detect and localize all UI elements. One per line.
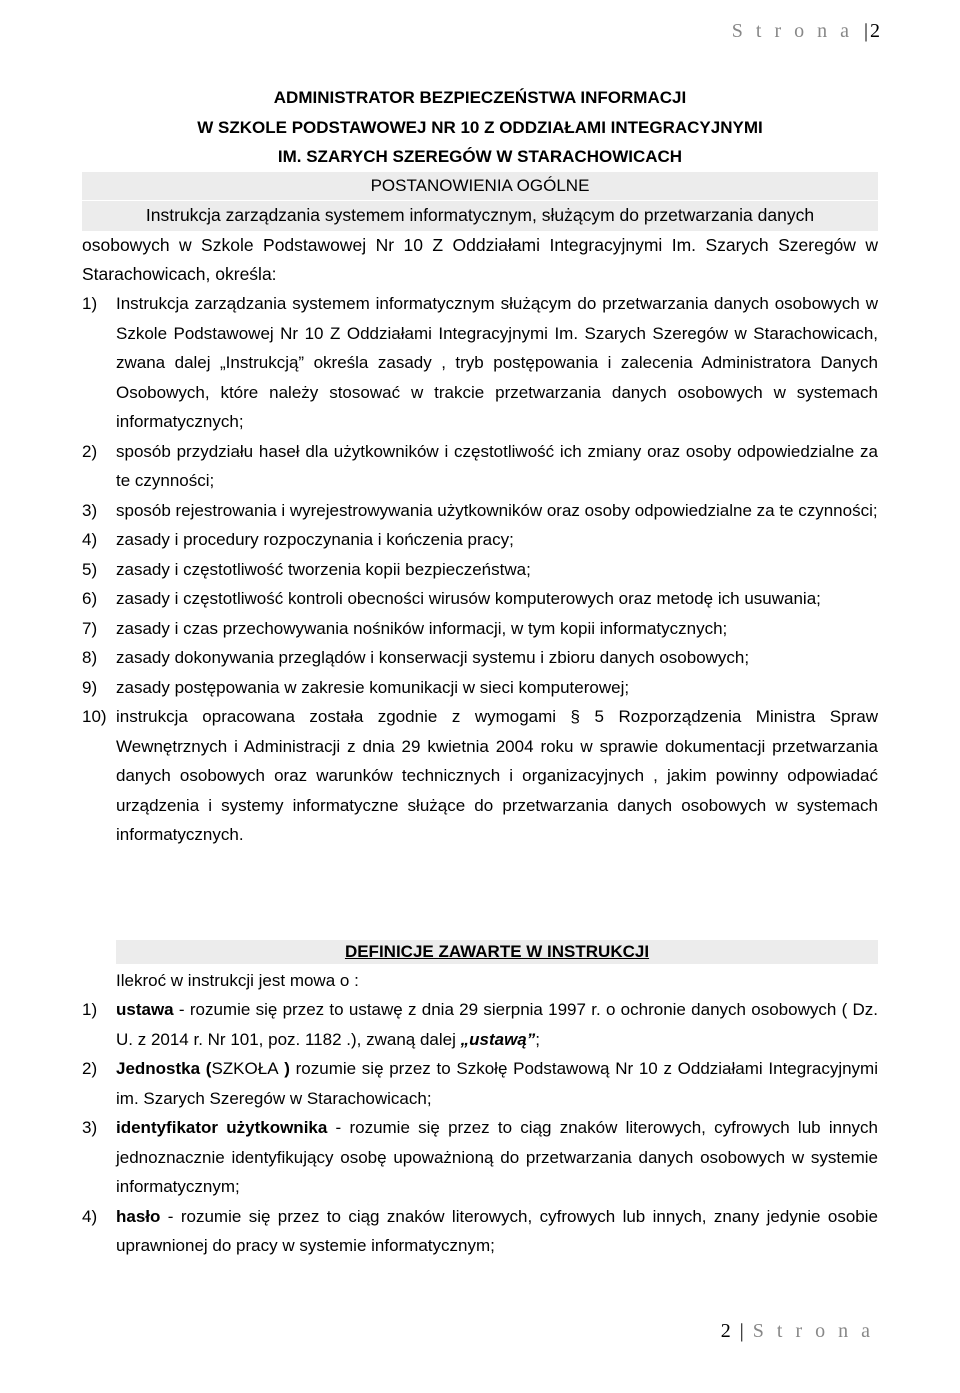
page-number: 2 <box>720 1320 731 1342</box>
intro-line-1: Instrukcja zarządzania systemem informatycznym, służącym do przetwarzania danych <box>82 201 878 231</box>
section-heading-general: POSTANOWIENIA OGÓLNE <box>82 172 878 200</box>
item-number: 8) <box>82 648 98 667</box>
definition-term: hasło <box>116 1206 161 1226</box>
list-item <box>82 525 878 555</box>
list-item <box>82 614 878 644</box>
list-item <box>82 673 878 703</box>
page-label: S t r o n a <box>752 1320 874 1342</box>
definition-term: ustawa <box>116 1000 174 1019</box>
list-item <box>82 584 878 614</box>
item-number: 4) <box>82 1206 98 1226</box>
item-text: zasady i procedury rozpoczynania i kończenia pracy; <box>116 530 514 549</box>
definition-item <box>82 995 878 1054</box>
definition-text: rozumie się przez to Szkołę Podstawową Nr 10 z Oddziałami Integracyjnymi im. Szarych Szeregów w Starachowicach; <box>116 1059 878 1108</box>
definitions-lead: Ilekroć w instrukcji jest mowa o : <box>116 971 359 990</box>
item-number: 1) <box>82 294 98 313</box>
title-line-2: W SZKOLE PODSTAWOWEJ NR 10 Z ODDZIAŁAMI INTEGRACYJNYMI <box>197 118 763 137</box>
page-number-header <box>732 20 880 43</box>
title-line-1: ADMINISTRATOR BEZPIECZEŃSTWA INFORMACJI <box>273 88 687 107</box>
definition-term-end: ) <box>278 1059 290 1078</box>
list-item <box>82 555 878 585</box>
item-text: zasady i czas przechowywania nośników informacji, w tym kopii informatycznych; <box>116 618 728 638</box>
item-text: sposób przydziału haseł dla użytkowników i częstotliwość ich zmiany oraz osoby odpowiedzialne za te czynności; <box>116 441 878 490</box>
item-number: 6) <box>82 589 98 608</box>
item-number: 1) <box>82 1000 98 1019</box>
item-number: 7) <box>82 618 98 638</box>
page-number: 2 <box>870 20 880 42</box>
definitions-list <box>82 995 878 1261</box>
definition-text: - rozumie się przez to ciąg znaków literowych, cyfrowych lub innych jednoznacznie identyfikujący osobę upoważnioną do przetwarzania danych osobowych w systemie informatycznym; <box>116 1118 878 1196</box>
intro-paragraph <box>82 201 878 290</box>
definition-item <box>82 1054 878 1113</box>
intro-rest: osobowych w Szkole Podstawowej Nr 10 Z Oddziałami Integracyjnymi Im. Szarych Szeregów w Starachowicach, określa: <box>82 234 878 284</box>
list-item <box>82 702 878 850</box>
definition-item <box>82 1202 878 1261</box>
page-number-footer <box>721 1320 874 1343</box>
item-number: 3) <box>82 1118 98 1137</box>
item-text: Instrukcja zarządzania systemem informatycznym służącym do przetwarzania danych osobowych w Szkole Podstawowej Nr 10 Z Oddziałami Integracyjnymi Im. Szarych Szeregów w Starachowicach, zwana dalej „Instrukcją” określa zasady , tryb postępowania i zalecenia Administratora Danych Osobowych, które należy stosować w trakcie przetwarzania danych osobowych w systemach informatycznych; <box>116 294 878 431</box>
list-item <box>82 643 878 673</box>
list-item <box>82 496 878 526</box>
page-separator: | <box>863 20 868 42</box>
item-number: 9) <box>82 677 98 697</box>
list-item <box>82 289 878 437</box>
item-text: zasady postępowania w zakresie komunikacji w sieci komputerowej; <box>116 677 630 697</box>
item-text: zasady i częstotliwość kontroli obecności wirusów komputerowych oraz metodę ich usuwania; <box>116 589 821 608</box>
definition-text: - rozumie się przez to ustawę z dnia 29 sierpnia 1997 r. o ochronie danych osobowych ( Dz. U. z 2014 r. Nr 101, poz. 1182 .), zwaną dalej <box>116 1000 878 1049</box>
definition-text: - rozumie się przez to ciąg znaków literowych, cyfrowych lub innych, znany jedynie osobie uprawnionej do pracy w systemie informatycznym; <box>116 1206 878 1255</box>
definitions-title: DEFINICJE ZAWARTE W INSTRUKCJI <box>116 940 878 964</box>
item-text: instrukcja opracowana została zgodnie z wymogami § 5 Rozporządzenia Ministra Spraw Wewnętrznych i Administracji z dnia 29 kwietnia 2004 roku w sprawie dokumentacji przetwarzania danych osobowych oraz warunków technicznych i organizacyjnych , jakim powinny odpowiadać urządzenia i systemy informatyczne służące do przetwarzania danych osobowych w systemach informatycznych. <box>116 707 878 844</box>
item-number: 2) <box>82 441 98 461</box>
title-line-3: IM. SZARYCH SZEREGÓW W STARACHOWICACH <box>277 147 683 166</box>
item-text: zasady i częstotliwość tworzenia kopii bezpieczeństwa; <box>116 559 531 579</box>
item-number: 3) <box>82 500 98 520</box>
definition-item <box>82 1113 878 1202</box>
item-text: zasady dokonywania przeglądów i konserwacji systemu i zbioru danych osobowych; <box>116 648 750 667</box>
item-number: 5) <box>82 559 98 579</box>
definition-term: Jednostka ( <box>116 1059 212 1078</box>
list-item <box>82 437 878 496</box>
page-separator: | <box>739 1320 744 1342</box>
item-number: 10) <box>82 707 107 726</box>
definition-term: identyfikator użytkownika <box>116 1118 328 1137</box>
definition-end: ; <box>535 1029 540 1049</box>
definition-quote: „ustawą” <box>460 1029 536 1049</box>
item-number: 4) <box>82 530 98 549</box>
scope-list <box>82 289 878 850</box>
item-number: 2) <box>82 1059 98 1078</box>
page-label: S t r o n a <box>731 20 853 42</box>
definition-term-plain: SZKOŁA <box>211 1059 279 1078</box>
item-text: sposób rejestrowania i wyrejestrowywania użytkowników oraz osoby odpowiedzialne za te czynności; <box>116 500 878 520</box>
